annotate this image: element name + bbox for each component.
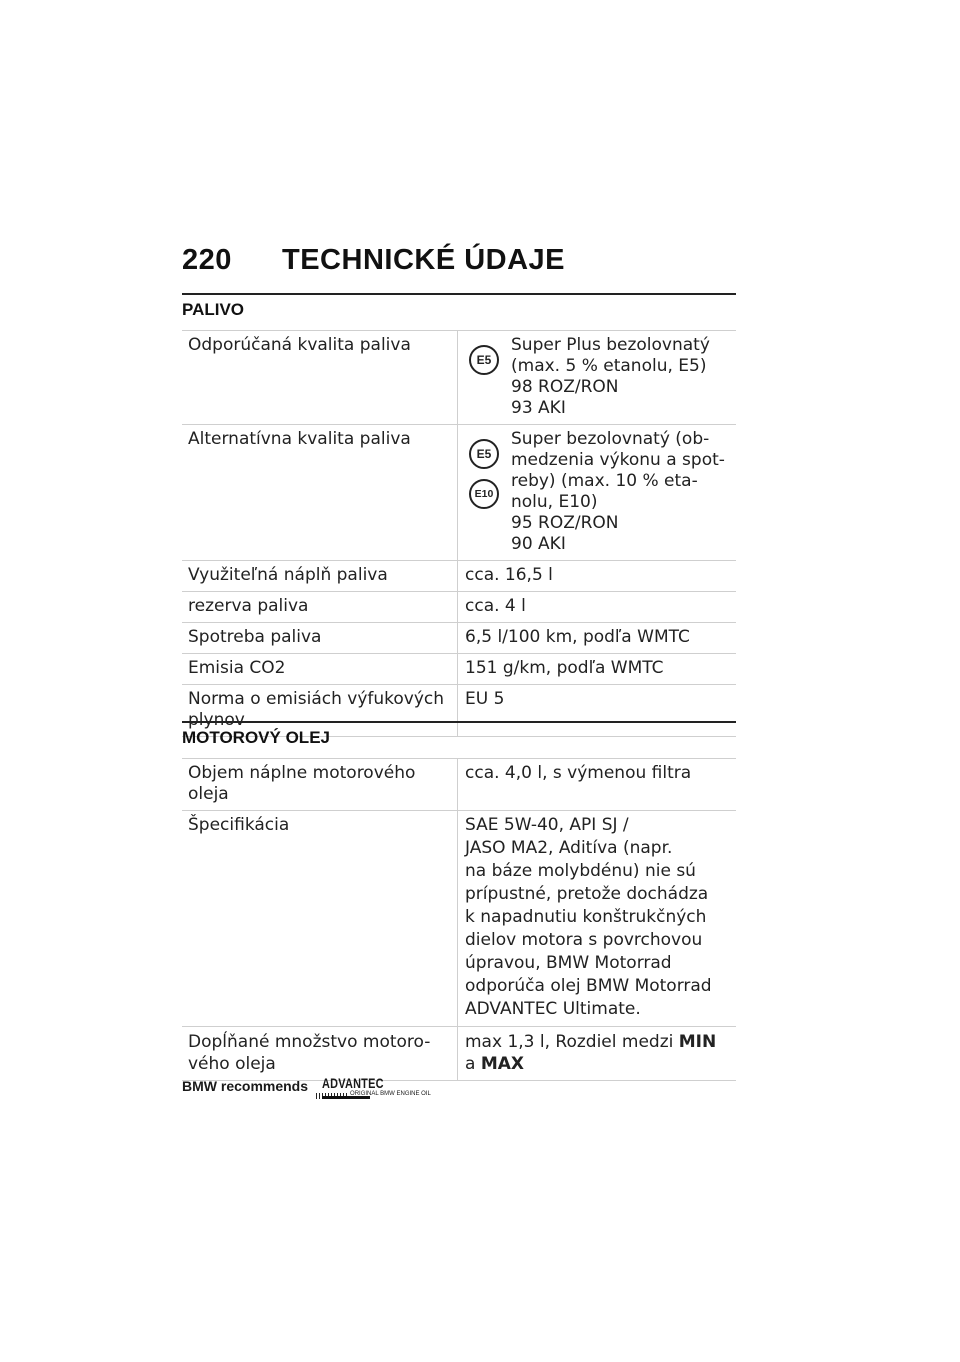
table-row: Spotreba paliva 6,5 l/100 km, podľa WMTC xyxy=(182,623,736,654)
table-row: rezerva paliva cca. 4 l xyxy=(182,592,736,623)
page-number: 220 xyxy=(182,244,232,276)
e5-fuel-icon: E5 xyxy=(469,345,499,375)
oil-spec-value: SAE 5W-40, API SJ / JASO MA2, Aditíva (napr. na báze molybdénu) nie sú prípustné, pretože dochádza k napadnutiu konštrukčných dielov motora s povrchovou úpravou, BMW Motorrad odporúča olej BMW Motorrad ADVANTEC Ultimate. xyxy=(465,815,712,1019)
emission-norm-label: Norma o emisiách výfukových plynov xyxy=(182,685,458,736)
table-row xyxy=(182,331,736,425)
oil-topup-value: max 1,3 l, Rozdiel medzi MIN a MAX xyxy=(465,1032,717,1074)
table-row: Využiteľná náplň paliva cca. 16,5 l xyxy=(182,561,736,592)
fuel-section-title: PALIVO xyxy=(182,295,736,331)
oil-volume-value: cca. 4,0 l, s výmenou filtra xyxy=(465,763,692,783)
table-row xyxy=(182,759,736,811)
emission-norm-value: EU 5 xyxy=(465,689,505,709)
fuel-section xyxy=(182,293,736,737)
e10-fuel-icon: E10 xyxy=(469,479,499,509)
min-marker: MIN xyxy=(678,1032,717,1052)
oil-section-title: MOTOROVÝ OLEJ xyxy=(182,723,736,759)
oil-section xyxy=(182,721,736,1081)
page-heading xyxy=(182,244,565,277)
recommends-text: BMW recommends xyxy=(182,1078,309,1094)
recommended-fuel-label: Odporúčaná kvalita paliva xyxy=(182,331,458,424)
table-row: Emisia CO2 151 g/km, podľa WMTC xyxy=(182,654,736,685)
oil-topup-label: Dopĺňané množstvo motoro- vého oleja xyxy=(182,1027,458,1080)
recommended-fuel-value: Super Plus bezolovnatý (max. 5 % etanolu, E5) 98 ROZ/RON 93 AKI xyxy=(511,335,710,418)
table-row xyxy=(182,425,736,561)
oil-volume-label: Objem náplne motorového oleja xyxy=(182,759,458,810)
advantec-logo: ADVANTEC ORIGINAL BMW ENGINE OIL xyxy=(316,1076,422,1106)
oil-spec-label: Špecifikácia xyxy=(182,811,458,1026)
table-row xyxy=(182,1027,736,1081)
alternative-fuel-label: Alternatívna kvalita paliva xyxy=(182,425,458,560)
alternative-fuel-value: Super bezolovnatý (ob- medzenia výkonu a spot- reby) (max. 10 % eta- nolu, E10) 95 ROZ/RON 90 AKI xyxy=(511,429,725,554)
max-marker: MAX xyxy=(480,1054,525,1074)
page-title: TECHNICKÉ ÚDAJE xyxy=(282,244,566,276)
bmw-recommends xyxy=(182,1075,431,1106)
table-row xyxy=(182,811,736,1027)
e5-fuel-icon: E5 xyxy=(469,439,499,469)
